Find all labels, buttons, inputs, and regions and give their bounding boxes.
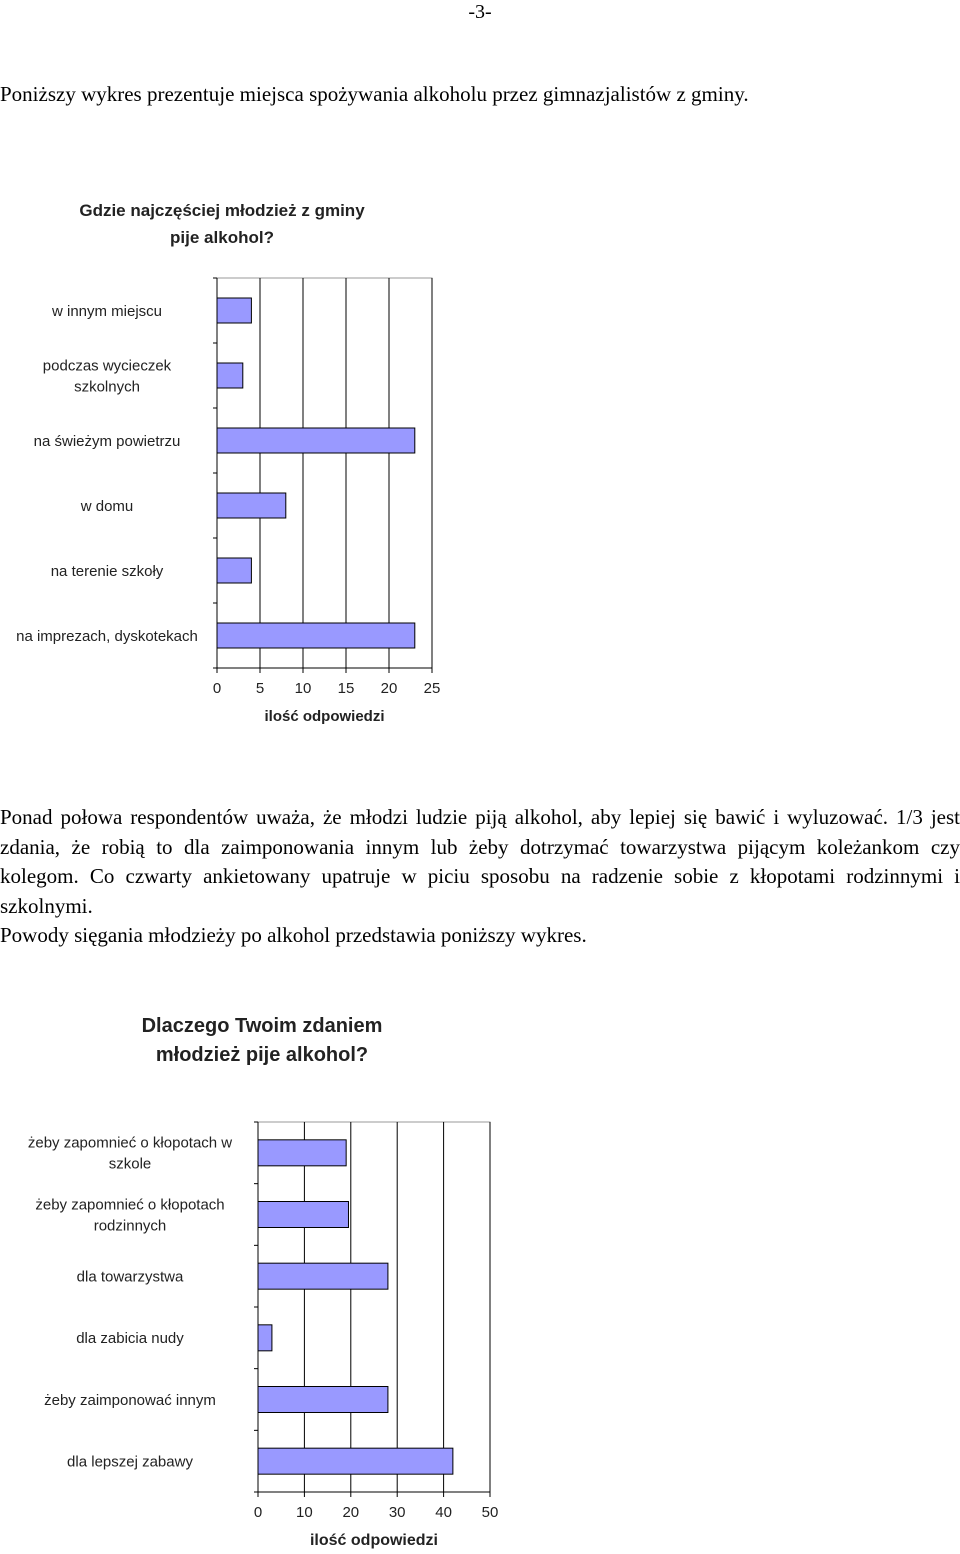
chart-reasons-bar bbox=[258, 1202, 348, 1228]
chart-locations-x-axis-label: ilość odpowiedzi bbox=[264, 708, 385, 725]
chart-reasons-bar bbox=[258, 1387, 388, 1413]
chart-locations-category-label: w domu bbox=[80, 497, 134, 515]
page-number: -3- bbox=[468, 1, 492, 23]
chart-reasons-bar bbox=[258, 1325, 272, 1351]
chart-reasons-x-axis-label: ilość odpowiedzi bbox=[309, 1532, 439, 1549]
chart-reasons-category-label: dla zabicia nudy bbox=[76, 1330, 184, 1348]
intro-text: Poniższy wykres prezentuje miejsca spożywania alkoholu przez gimnazjalistów z gminy. bbox=[0, 82, 749, 106]
chart-locations-svg bbox=[0, 190, 470, 735]
chart-reasons-title-line: Dlaczego Twoim zdaniem bbox=[141, 1015, 383, 1037]
chart-reasons-bar bbox=[258, 1140, 346, 1166]
chart-reasons-x-tick-label: 10 bbox=[296, 1504, 313, 1521]
chart-reasons-category-label: dla lepszej zabawy bbox=[67, 1453, 193, 1471]
chart-reasons-svg bbox=[0, 1000, 540, 1554]
chart-reasons-category-label: żeby zapomnieć o kłopotach w bbox=[27, 1134, 233, 1152]
body-paragraph bbox=[0, 803, 960, 951]
chart-reasons-category-label: rodzinnych bbox=[93, 1217, 167, 1235]
body-paragraph-main: Ponad połowa respondentów uważa, że młodzi ludzie piją alkohol, aby lepiej się bawić i wyluzować. 1/3 jest zdania, że robią to dla zaimponowania innym lub żeby dotrzymać towarzystwa pijącym koleżankom czy kolegom. Co czwarty ankietowany upatruje w piciu sposobu na radzenie sobie z kłopotami rodzinnymi i szkolnymi. bbox=[0, 805, 960, 918]
chart-locations-x-tick-label: 15 bbox=[337, 680, 355, 697]
chart-locations-bar bbox=[217, 298, 251, 323]
chart-reasons-category-label: dla towarzystwa bbox=[76, 1268, 184, 1286]
chart-locations-category-label: szkolnych bbox=[74, 378, 140, 396]
chart-locations bbox=[0, 190, 470, 735]
chart-reasons bbox=[0, 1000, 540, 1554]
chart-locations-category-label: na terenie szkoły bbox=[50, 562, 164, 580]
chart-reasons-bar bbox=[258, 1263, 388, 1289]
chart-reasons-title-line: młodzież pije alkohol? bbox=[155, 1044, 369, 1066]
chart-reasons-category-label: żeby zaimponować innym bbox=[44, 1391, 216, 1409]
chart-locations-x-tick-label: 20 bbox=[380, 680, 398, 697]
chart-reasons-x-tick-label: 40 bbox=[435, 1504, 452, 1521]
chart-locations-x-tick-label: 0 bbox=[212, 680, 222, 697]
chart-locations-bar bbox=[217, 558, 251, 583]
chart-locations-x-tick-label: 5 bbox=[255, 680, 265, 697]
body-paragraph-last: Powody sięgania młodzieży po alkohol przedstawia poniższy wykres. bbox=[0, 923, 587, 947]
chart-locations-title-line: pije alkohol? bbox=[170, 228, 274, 247]
chart-reasons-category-label: szkole bbox=[108, 1155, 152, 1173]
chart-locations-bar bbox=[217, 493, 286, 518]
chart-reasons-x-tick-label: 30 bbox=[388, 1504, 406, 1521]
chart-locations-category-label: podczas wycieczek bbox=[42, 357, 172, 375]
chart-locations-plot-frame bbox=[217, 278, 432, 668]
chart-locations-category-label: na świeżym powietrzu bbox=[33, 432, 181, 450]
chart-locations-title-line: Gdzie najczęściej młodzież z gminy bbox=[79, 201, 365, 220]
chart-locations-bar bbox=[217, 363, 243, 388]
chart-reasons-category-label: żeby zapomnieć o kłopotach bbox=[35, 1196, 225, 1214]
chart-reasons-x-tick-label: 50 bbox=[481, 1504, 499, 1521]
chart-reasons-bar bbox=[258, 1448, 453, 1474]
chart-reasons-plot-frame bbox=[258, 1122, 490, 1492]
chart-reasons-x-tick-label: 0 bbox=[253, 1504, 263, 1521]
chart-locations-bar bbox=[217, 428, 415, 453]
chart-locations-category-label: na imprezach, dyskotekach bbox=[16, 627, 198, 645]
chart-reasons-x-tick-label: 20 bbox=[342, 1504, 360, 1521]
chart-locations-x-tick-label: 25 bbox=[423, 680, 441, 697]
chart-locations-x-tick-label: 10 bbox=[294, 680, 312, 697]
chart-locations-category-label: w innym miejscu bbox=[51, 302, 163, 320]
chart-locations-bar bbox=[217, 623, 415, 648]
